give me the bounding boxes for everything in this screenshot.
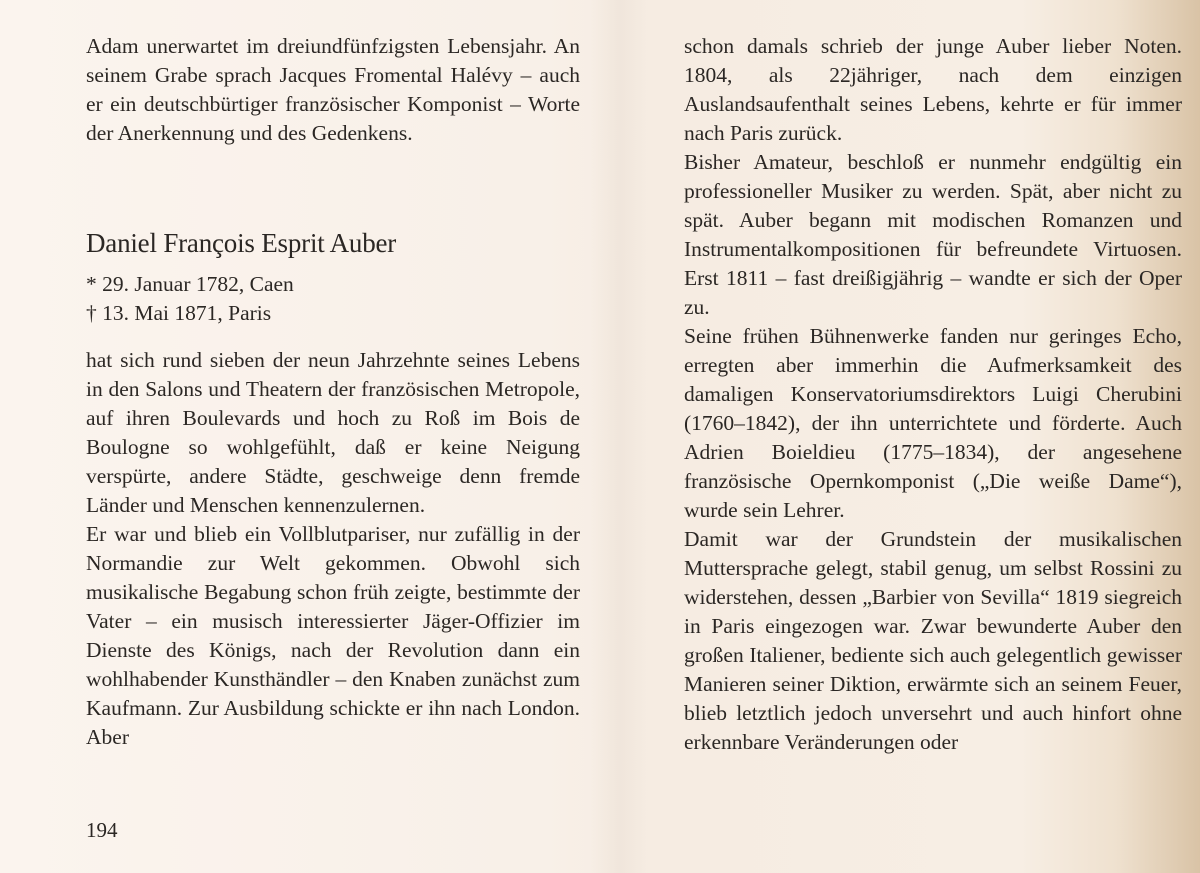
book-spine-shadow [590,0,650,873]
body-paragraph: Seine frühen Bühnenwerke fanden nur geringes Echo, erregten aber immerhin die Aufmerksamkeit des damaligen Konservatoriumsdirektors Luigi Cherubini (1760–1842), der ihn unterrichtete und förderte. Auch Adrien Boieldieu (1775–1834), der angesehene französische Opernkomponist („Die weiße Dame“), wurde sein Lehrer. [684,324,1182,522]
left-text-column [86,32,580,752]
intro-paragraph: Adam unerwartet im dreiundfünfzigsten Lebensjahr. An seinem Grabe sprach Jacques Fromental Halévy – auch er ein deutschbürtiger französischer Komponist – Worte der Anerkennung und des Gedenkens. [86,34,580,145]
birth-date: * 29. Januar 1782, Caen [86,272,294,296]
page-number: 194 [86,818,118,842]
body-paragraph: Er war und blieb ein Vollblutpariser, nur zufällig in der Normandie zur Welt gekommen. Obwohl sich musikalische Begabung schon früh zeigte, bestimmte der Vater – ein musisch interessierter Jäger-Offizier im Dienste des Königs, nach der Revolution dann ein wohlhabender Kunsthändler – den Knaben zunächst zum Kaufmann. Zur Ausbildung schickte er ihn nach London. Aber [86,522,580,749]
right-text-column [684,32,1182,757]
body-paragraph: Damit war der Grundstein der musikalischen Muttersprache gelegt, stabil genug, um selbst Rossini zu widerstehen, dessen „Barbier von Sevilla“ 1819 siegreich in Paris eingezogen war. Zwar bewunderte Auber den großen Italiener, bediente sich auch gelegentlich gewisser Manieren seiner Diktion, erwärmte sich an seinem Feuer, blieb letztlich jedoch unversehrt und auch hinfort ohne erkennbare Veränderungen oder [684,527,1182,754]
death-date: † 13. Mai 1871, Paris [86,301,272,325]
body-paragraph: schon damals schrieb der junge Auber lieber Noten. 1804, als 22jähriger, nach dem einzigen Auslandsaufenthalt seines Lebens, kehrte er für immer nach Paris zurück. [684,34,1182,145]
life-dates [86,270,580,328]
body-paragraph: Bisher Amateur, beschloß er nunmehr endgültig ein professioneller Musiker zu werden. Spät, aber nicht zu spät. Auber begann mit modischen Romanzen und Instrumentalkompositionen für befreundete Virtuosen. Erst 1811 – fast dreißigjährig – wandte er sich der Oper zu. [684,150,1182,319]
body-paragraph: hat sich rund sieben der neun Jahrzehnte seines Lebens in den Salons und Theatern der französischen Metropole, auf ihren Boulevards und hoch zu Roß im Bois de Boulogne so wohlgefühlt, daß er keine Neigung verspürte, andere Städte, geschweige denn fremde Länder und Menschen kennenzulernen. [86,348,580,517]
composer-heading: Daniel François Esprit Auber [86,228,397,258]
